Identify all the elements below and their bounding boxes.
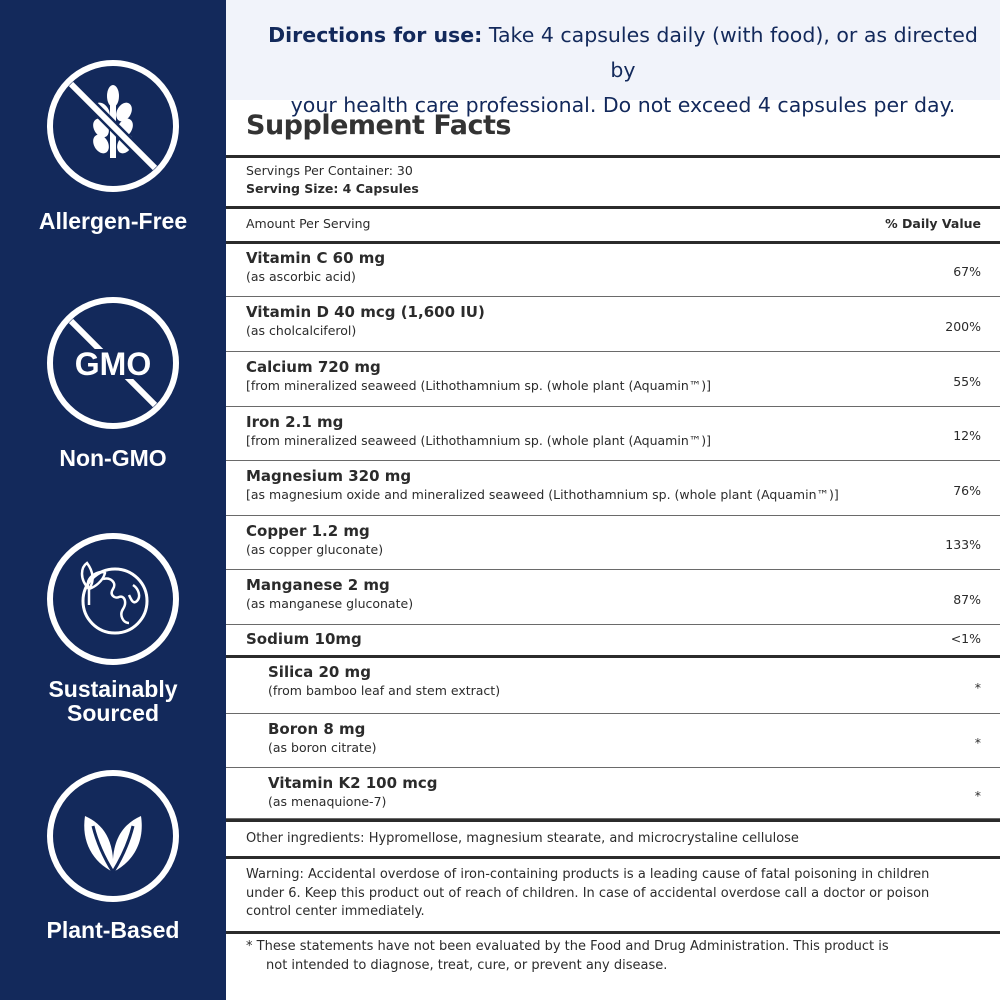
nutrient-daily-value: 76%	[953, 483, 981, 498]
nutrient-source: (as ascorbic acid)	[246, 269, 356, 284]
nutrient-daily-value: 12%	[953, 428, 981, 443]
badge-sustainably-sourced	[0, 533, 226, 725]
divider	[226, 206, 1000, 209]
directions-text-line2: your health care professional. Do not exceed 4 capsules per day.	[290, 93, 956, 117]
nutrient-row	[226, 625, 1000, 657]
nutrient-row	[226, 714, 1000, 768]
badge-label: Non-GMO	[59, 445, 167, 471]
divider	[226, 931, 1000, 934]
nutrient-name: Vitamin D 40 mcg (1,600 IU)	[246, 303, 485, 321]
directions-label: Directions for use:	[268, 23, 483, 47]
warning-text: Warning: Accidental overdose of iron-containing products is a leading cause of fatal poisoning in children under 6. Keep this product out of reach of children. In case of accidental overdose call a doctor or poison control center immediately.	[246, 867, 930, 919]
nutrient-row	[226, 461, 1000, 516]
nutrient-source: [as magnesium oxide and mineralized seaweed (Lithothamnium sp. (whole plant (Aquamin™)]	[246, 487, 839, 502]
nutrient-source: (from bamboo leaf and stem extract)	[268, 683, 501, 698]
nutrient-name: Vitamin K2 100 mcg	[268, 774, 438, 792]
directions-text-line1: Take 4 capsules daily (with food), or as directed by	[482, 23, 978, 82]
nutrient-daily-value: 67%	[953, 264, 981, 279]
other-ingredients: Other ingredients: Hypromellose, magnesium stearate, and microcrystaline cellulose	[246, 831, 799, 846]
nutrient-row	[226, 297, 1000, 352]
nutrient-row	[226, 352, 1000, 407]
nutrient-daily-value: *	[974, 788, 981, 803]
footnote	[246, 938, 946, 975]
servings-block	[246, 162, 419, 198]
nutrient-row	[226, 407, 1000, 461]
amount-per-serving-header: Amount Per Serving	[246, 216, 371, 231]
nutrient-name: Vitamin C 60 mg	[246, 249, 386, 267]
footnote-line2: not intended to diagnose, treat, cure, or prevent any disease.	[266, 957, 668, 973]
footnote-line1: * These statements have not been evaluated by the Food and Drug Administration. This product is	[246, 939, 889, 954]
nutrient-row	[226, 570, 1000, 625]
nutrient-row	[226, 657, 1000, 714]
nutrient-row	[226, 243, 1000, 297]
nutrient-name: Silica 20 mg	[268, 663, 371, 681]
nutrient-source: [from mineralized seaweed (Lithothamnium sp. (whole plant (Aquamin™)]	[246, 378, 712, 393]
wheat-crossed-icon	[47, 60, 179, 192]
serving-size: Serving Size: 4 Capsules	[246, 181, 419, 196]
nutrient-daily-value: *	[974, 680, 981, 695]
leaves-icon	[47, 770, 179, 902]
nutrient-daily-value: 55%	[953, 374, 981, 389]
directions-box	[226, 0, 1000, 117]
divider	[226, 155, 1000, 158]
nutrient-source: (as manganese gluconate)	[246, 596, 414, 611]
badge-allergen-free	[0, 60, 226, 233]
nutrient-daily-value: 133%	[945, 537, 981, 552]
nutrient-source: (as menaquione-7)	[268, 794, 387, 809]
daily-value-header: % Daily Value	[885, 216, 981, 231]
nutrient-name: Sodium 10mg	[246, 630, 362, 648]
sidebar	[0, 0, 226, 1000]
badge-label-line1: Sustainably	[48, 676, 178, 702]
nutrient-row	[226, 516, 1000, 570]
nutrient-source: (as copper gluconate)	[246, 542, 384, 557]
supplement-facts-title: Supplement Facts	[246, 110, 511, 141]
divider	[226, 819, 1000, 822]
globe-leaf-icon	[47, 533, 179, 665]
gmo-crossed-icon	[47, 297, 179, 429]
badge-plant-based	[0, 770, 226, 942]
badge-label-line2: Sourced	[66, 700, 160, 726]
nutrient-name: Iron 2.1 mg	[246, 413, 344, 431]
nutrient-daily-value: <1%	[950, 631, 981, 646]
nutrient-daily-value: 200%	[945, 319, 981, 334]
nutrient-row	[226, 768, 1000, 819]
servings-per-container: Servings Per Container: 30	[246, 163, 413, 178]
gmo-icon-text: GMO	[74, 346, 152, 382]
nutrient-name: Boron 8 mg	[268, 720, 366, 738]
badge-label	[0, 677, 226, 725]
divider	[226, 856, 1000, 859]
nutrient-name: Manganese 2 mg	[246, 576, 390, 594]
nutrient-source: (as boron citrate)	[268, 740, 377, 755]
nutrient-source: (as cholcalciferol)	[246, 323, 357, 338]
badge-label: Plant-Based	[46, 917, 180, 943]
supplement-facts-panel	[226, 100, 1000, 1000]
nutrient-name: Magnesium 320 mg	[246, 467, 412, 485]
nutrient-name: Copper 1.2 mg	[246, 522, 370, 540]
nutrient-daily-value: *	[974, 735, 981, 750]
nutrient-daily-value: 87%	[953, 592, 981, 607]
nutrient-name: Calcium 720 mg	[246, 358, 381, 376]
badge-label: Allergen-Free	[38, 208, 188, 234]
nutrient-source: [from mineralized seaweed (Lithothamnium sp. (whole plant (Aquamin™)]	[246, 433, 712, 448]
badge-non-gmo	[0, 297, 226, 470]
